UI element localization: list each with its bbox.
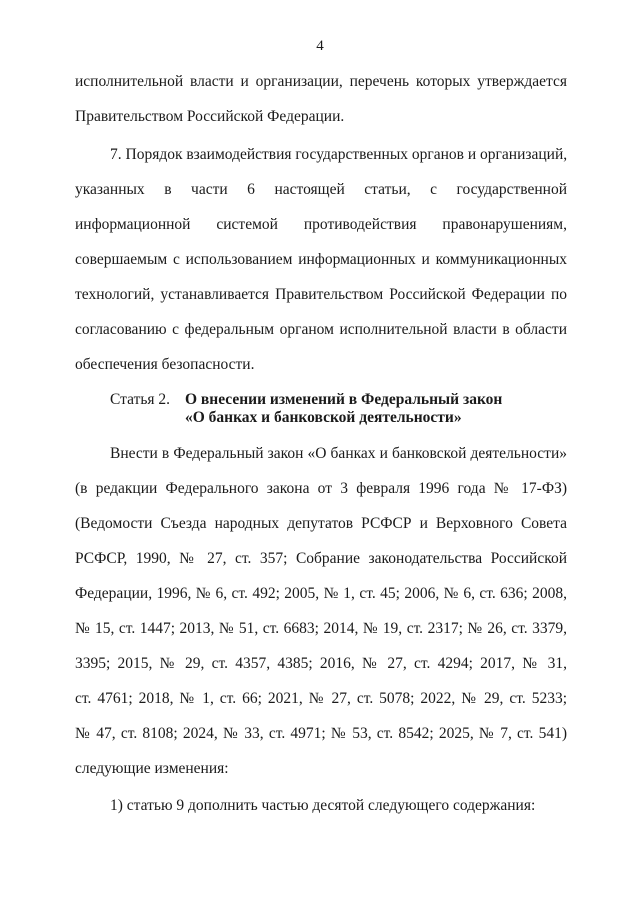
article-title-line1: О внесении изменений в Федеральный закон — [185, 391, 503, 408]
text-line: обеспечения безопасности. — [75, 356, 255, 373]
page-number: 4 — [316, 38, 324, 54]
text-line: (Ведомости Съезда народных депутатов РСФСР и Верховного Совета — [75, 515, 567, 532]
text-line: технологий, устанавливается Правительством Российской Федерации по — [75, 286, 567, 303]
text-line: совершаемым с использованием информационных и коммуникационных — [75, 251, 567, 268]
article-label: Статья 2. — [110, 391, 171, 408]
body-paragraph-start: Внести в Федеральный закон «О банках и банковской деятельности» — [110, 445, 567, 462]
text-line: ст. 4761; 2018, № 1, ст. 66; 2021, № 27, ст. 5078; 2022, № 29, ст. 5233; — [75, 690, 567, 707]
text-line: согласованию с федеральным органом исполнительной власти в области — [75, 321, 567, 338]
text-line: информационной системой противодействия правонарушениям, — [75, 216, 567, 233]
text-line: Правительством Российской Федерации. — [75, 108, 345, 125]
text-line: 3395; 2015, № 29, ст. 4357, 4385; 2016, № 27, ст. 4294; 2017, № 31, — [75, 655, 567, 672]
paragraph-7-start: 7. Порядок взаимодействия государственных органов и организаций, — [110, 146, 568, 163]
text-line: Федерации, 1996, № 6, ст. 492; 2005, № 1, ст. 45; 2006, № 6, ст. 636; 2008, — [75, 585, 567, 602]
text-line: № 47, ст. 8108; 2024, № 33, ст. 4971; № 53, ст. 8542; 2025, № 7, ст. 541) — [75, 725, 567, 742]
text-line: РСФСР, 1990, № 27, ст. 357; Собрание законодательства Российской — [75, 550, 567, 567]
text-line: указанных в части 6 настоящей статьи, с государственной — [75, 181, 567, 198]
list-item-1: 1) статью 9 дополнить частью десятой следующего содержания: — [110, 797, 536, 814]
text-line: следующие изменения: — [75, 760, 229, 777]
text-line: № 15, ст. 1447; 2013, № 51, ст. 6683; 2014, № 19, ст. 2317; № 26, ст. 3379, — [75, 620, 567, 637]
text-line: (в редакции Федерального закона от 3 февраля 1996 года № 17-ФЗ) — [75, 480, 567, 497]
article-title-line2: «О банках и банковской деятельности» — [185, 409, 462, 426]
text-line: исполнительной власти и организации, перечень которых утверждается — [75, 73, 567, 90]
